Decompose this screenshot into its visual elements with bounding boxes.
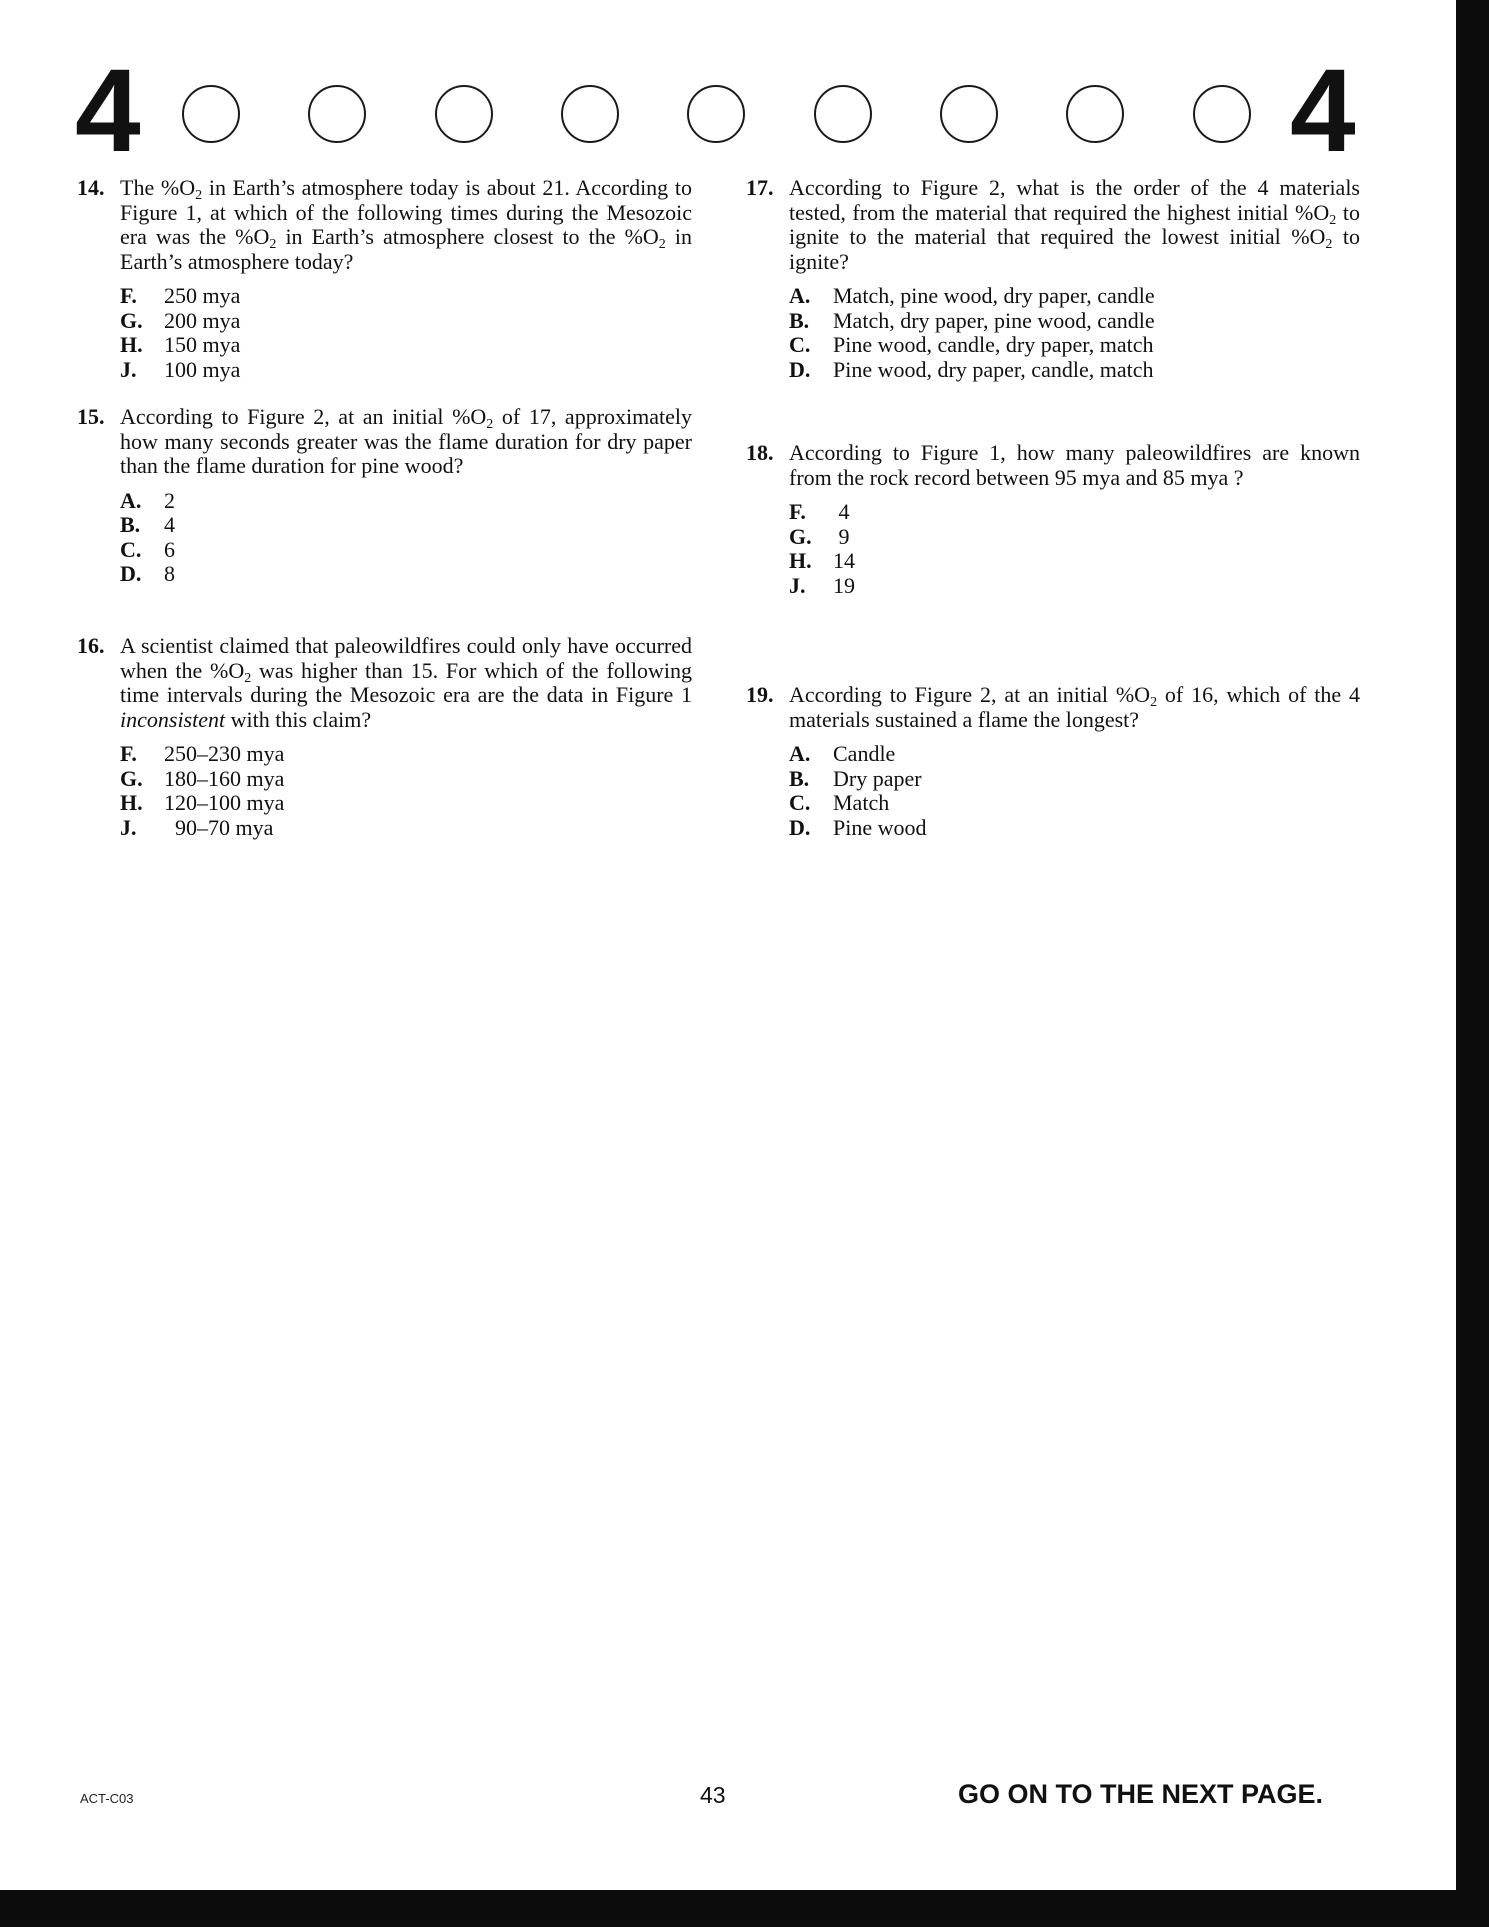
- question-text: According to Figure 1, how many paleowildfires are known from the rock record between 95 mya and 85 mya ?: [789, 440, 1360, 490]
- question-number: 15.: [77, 404, 105, 429]
- decorative-circle-icon: [308, 85, 366, 143]
- answer-options: [746, 500, 1360, 598]
- next-page-notice: GO ON TO THE NEXT PAGE.: [958, 1779, 1324, 1809]
- decorative-circle-icon: [687, 85, 745, 143]
- answer-option[interactable]: H. 14: [789, 548, 855, 573]
- question-14: [77, 176, 692, 382]
- section-number-right: 4: [1290, 45, 1356, 177]
- question-18: [746, 441, 1360, 598]
- answer-option[interactable]: B. Dry paper: [789, 765, 922, 791]
- question-text: According to Figure 2, at an initial $\%O_2$ of 17, approximately how many seconds greater was the flame duration for dry paper than the flame duration for pine wood?: [120, 404, 692, 478]
- decorative-circle-icon: [182, 85, 240, 143]
- answer-option[interactable]: B. 4: [120, 512, 175, 537]
- question-text: A scientist claimed that paleowildfires could only have occurred when the $\%O_2$ was higher than 15. For which of the following time intervals during the Mesozoic era are the data in Figure 1 inconsistent with this claim?: [120, 633, 693, 732]
- question-19: [746, 683, 1360, 840]
- scan-border-right: [1456, 0, 1489, 1927]
- decorative-circle-icon: [940, 85, 998, 143]
- decorative-circle-icon: [1193, 85, 1251, 143]
- answer-option[interactable]: C. 6: [120, 536, 175, 562]
- question-number: 18.: [746, 440, 774, 465]
- answer-option[interactable]: H. 150 mya: [120, 332, 241, 357]
- page-number: 43: [700, 1782, 726, 1808]
- answer-options: [746, 742, 1360, 840]
- answer-option[interactable]: A. Match, pine wood, dry paper, candle: [789, 283, 1155, 308]
- answer-option[interactable]: G. 180–160 mya: [120, 765, 285, 791]
- answer-options: [746, 284, 1360, 382]
- answer-option[interactable]: D. Pine wood: [789, 814, 927, 840]
- answer-options: [77, 284, 692, 382]
- decorative-circle-icon: [814, 85, 872, 143]
- question-16: [77, 634, 692, 840]
- answer-option[interactable]: J. 100 mya: [120, 356, 241, 382]
- answer-option[interactable]: D. 8: [120, 561, 175, 586]
- section-number-left: 4: [75, 45, 141, 177]
- answer-option[interactable]: D. Pine wood, dry paper, candle, match: [789, 356, 1154, 382]
- question-number: 14.: [77, 175, 105, 200]
- answer-options: [77, 489, 692, 587]
- answer-option[interactable]: H. 120–100 mya: [120, 790, 285, 815]
- question-number: 19.: [746, 682, 774, 707]
- question-text: The $\%O_2$ in Earth’s atmosphere today is about 21. According to Figure 1, at which of the following times during the Mesozoic era was the $\%O_2$ in Earth’s atmosphere closest to the $\%O_2$ in Earth’s atmosphere today?: [120, 175, 692, 274]
- question-text: According to Figure 2, what is the order of the 4 materials tested, from the material that required the highest initial $\%O_2$ to ignite to the material that required the lowest initial $\%O_2$ to ignite?: [789, 175, 1360, 274]
- form-code: ACT-C03: [80, 1791, 134, 1806]
- scan-border-bottom: [0, 1890, 1489, 1927]
- answer-option[interactable]: B. Match, dry paper, pine wood, candle: [789, 307, 1155, 333]
- answer-option[interactable]: G. 9: [789, 523, 850, 549]
- answer-option[interactable]: C. Match: [789, 790, 890, 815]
- answer-option[interactable]: F. 250–230 mya: [120, 741, 285, 766]
- answer-option[interactable]: G. 200 mya: [120, 307, 241, 333]
- question-number: 16.: [77, 633, 105, 658]
- answer-option[interactable]: A. Candle: [789, 741, 896, 766]
- answer-option[interactable]: F. 4: [789, 499, 850, 524]
- header-circle-row: [0, 85, 1489, 149]
- question-17: [746, 176, 1360, 382]
- question-text: According to Figure 2, at an initial $\%O_2$ of 16, which of the 4 materials sustained a flame the longest?: [789, 682, 1360, 732]
- decorative-circle-icon: [435, 85, 493, 143]
- answer-option[interactable]: J. 19: [789, 572, 855, 598]
- question-number: 17.: [746, 175, 774, 200]
- answer-option[interactable]: C. Pine wood, candle, dry paper, match: [789, 332, 1154, 357]
- decorative-circle-icon: [561, 85, 619, 143]
- decorative-circle-icon: [1066, 85, 1124, 143]
- answer-options: [77, 742, 692, 840]
- answer-option[interactable]: A. 2: [120, 487, 175, 513]
- question-15: [77, 405, 692, 587]
- answer-option[interactable]: J. 90–70 mya: [120, 814, 274, 840]
- answer-option[interactable]: F. 250 mya: [120, 283, 241, 308]
